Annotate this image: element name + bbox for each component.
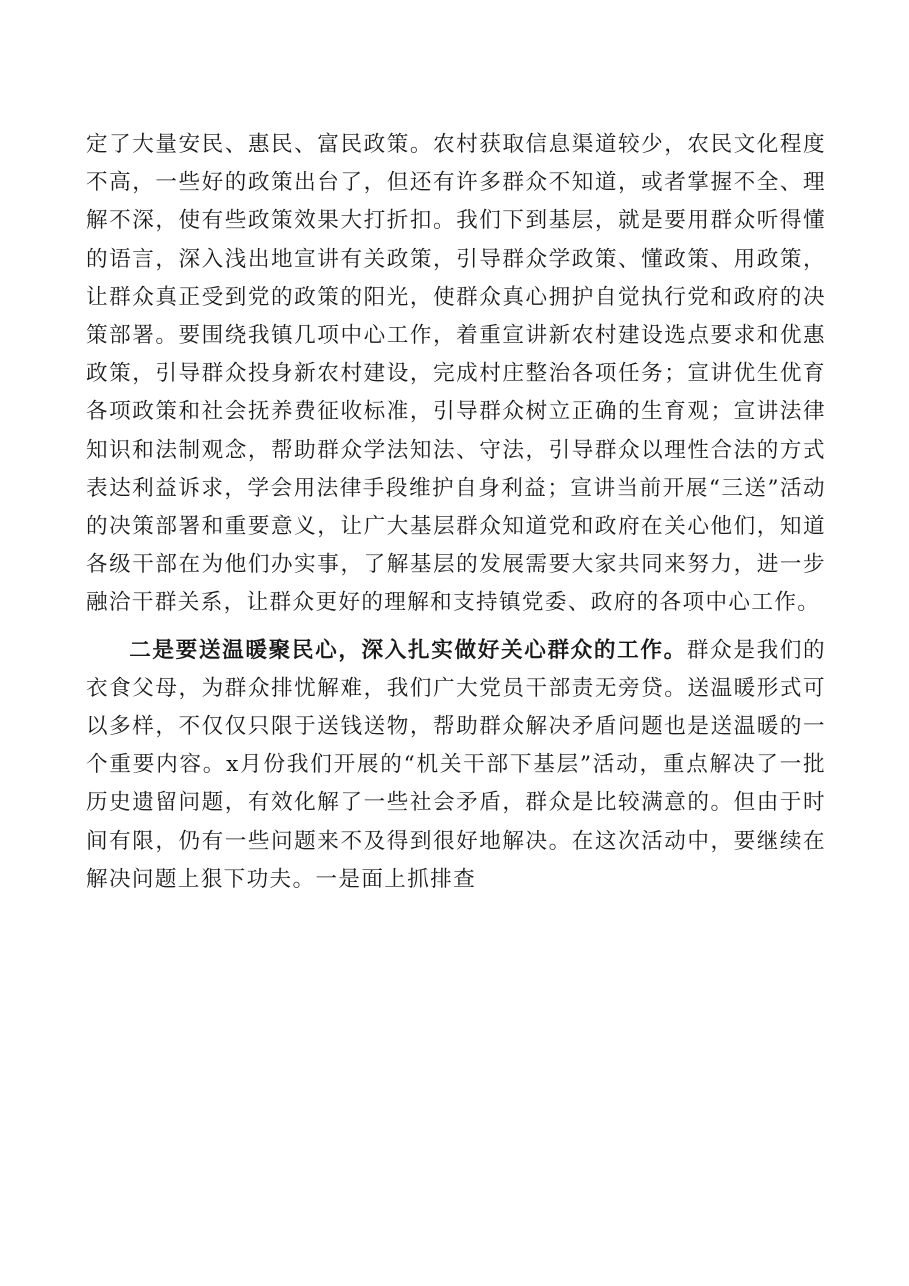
paragraph-body: 群众是我们的衣食父母，为群众排忧解难，我们广大党员干部责无旁贷。送温暖形式可以多样，不仅仅只限于送钱送物，帮助群众解决矛盾问题也是送温暖的一个重要内容。x月份我们开展的“机关干部下基层”活动，重点解决了一批历史遗留问题，有效化解了一些社会矛盾，群众是比较满意的。但由于时间有限，仍有一些问题来不及得到很好地解决。在这次活动中，要继续在解决问题上狠下功夫。一是面上抓排查	[86, 637, 827, 892]
paragraph-policy-propaganda	[86, 126, 826, 623]
paragraph-heading: 二是要送温暖聚民心，深入扎实做好关心群众的工作。	[129, 637, 687, 663]
paragraph-body: 定了大量安民、惠民、富民政策。农村获取信息渠道较少，农民文化程度不高，一些好的政策出台了，但还有许多群众不知道，或者掌握不全、理解不深，使有些政策效果大打折扣。我们下到基层，就是要用群众听得懂的语言，深入浅出地宣讲有关政策，引导群众学政策、懂政策、用政策，让群众真正受到党的政策的阳光，使群众真心拥护自觉执行党和政府的决策部署。要围绕我镇几项中心工作，着重宣讲新农村建设选点要求和优惠政策，引导群众投身新农村建设，完成村庄整治各项任务；宣讲优生优育各项政策和社会抚养费征收标准，引导群众树立正确的生育观；宣讲法律知识和法制观念，帮助群众学法知法、守法，引导群众以理性合法的方式表达利益诉求，学会用法律手段维护自身利益；宣讲当前开展“三送”活动的决策部署和重要意义，让广大基层群众知道党和政府在关心他们，知道各级干部在为他们办实事，了解基层的发展需要大家共同来努力，进一步融洽干群关系，让群众更好的理解和支持镇党委、政府的各项中心工作。	[86, 132, 826, 616]
document-page	[86, 126, 826, 899]
paragraph-send-warmth	[86, 632, 826, 899]
